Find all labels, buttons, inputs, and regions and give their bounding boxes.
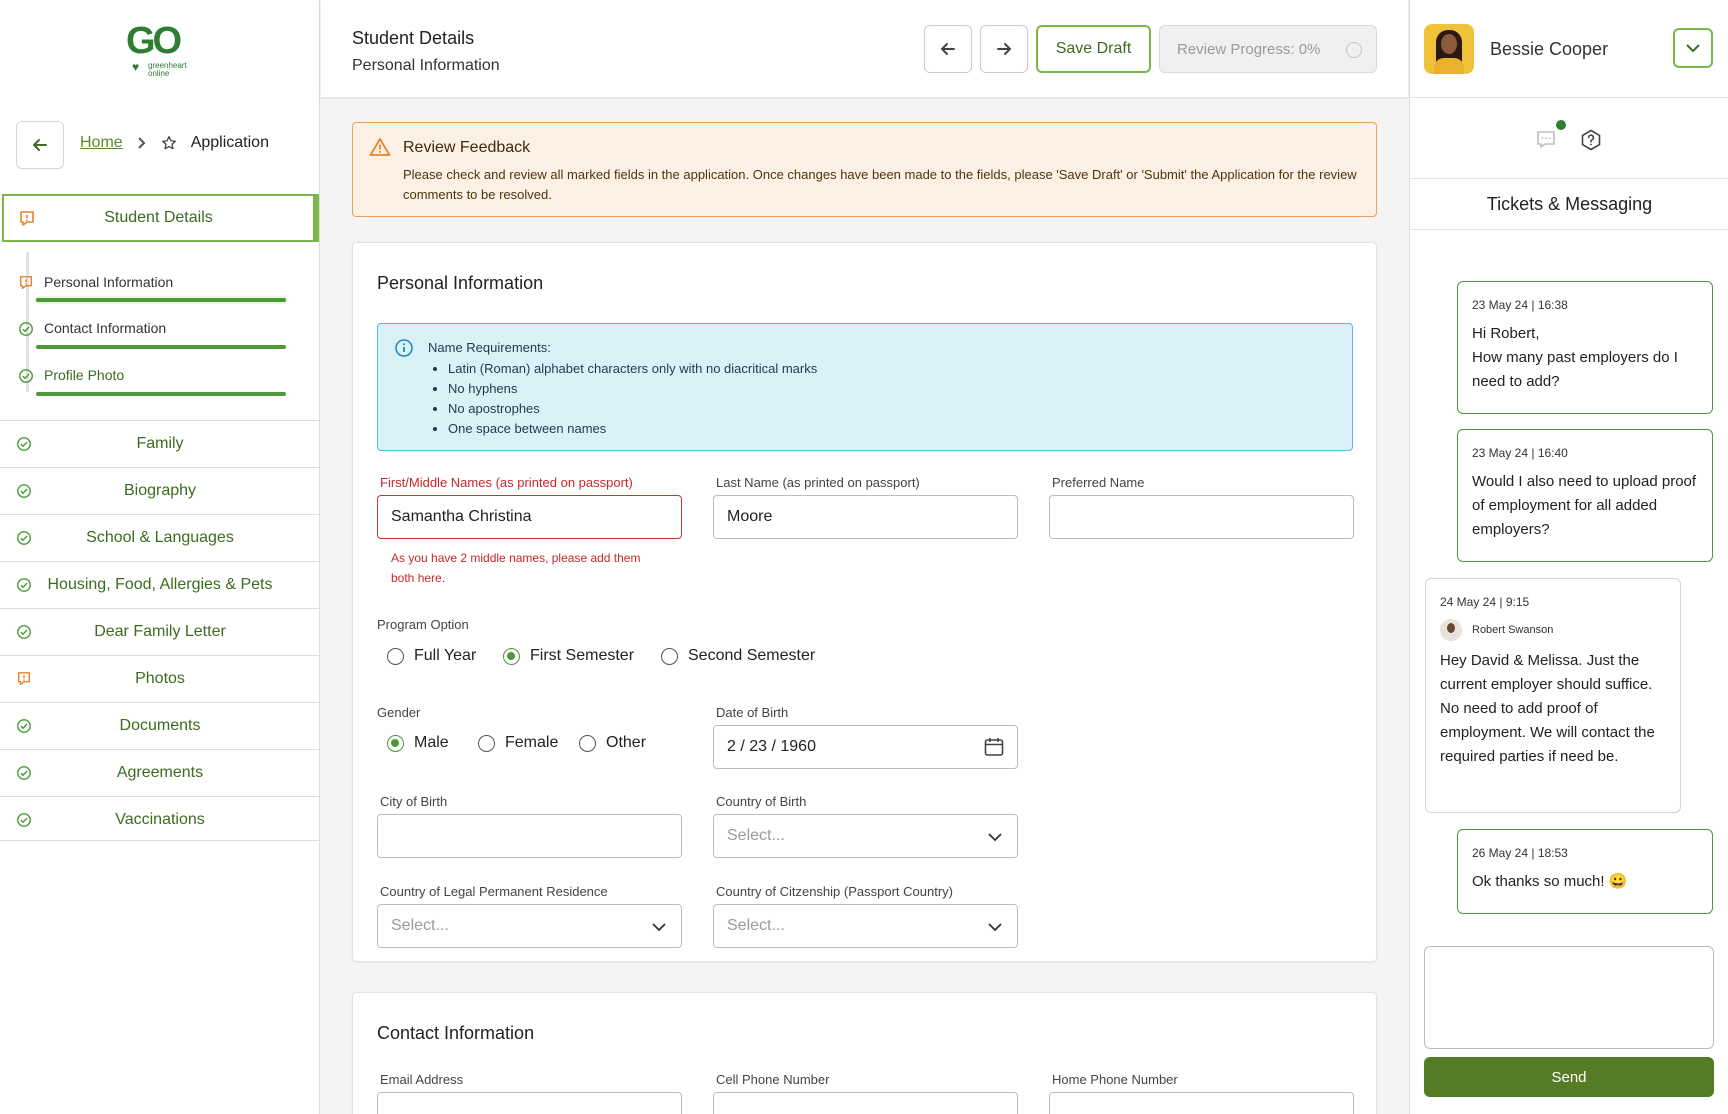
list-item: • No apostrophes	[448, 399, 817, 419]
country-of-birth-label: Country of Birth	[716, 794, 807, 809]
message-timestamp: 23 May 24 | 16:40	[1472, 446, 1568, 460]
message-outgoing	[1457, 281, 1713, 414]
first-name-error: As you have 2 middle names, please add them both here.	[391, 551, 641, 585]
radio-dot	[579, 735, 596, 752]
sender-avatar	[1440, 619, 1462, 641]
select-placeholder: Select...	[391, 917, 449, 934]
email-field[interactable]	[377, 1092, 682, 1114]
progress-bar	[36, 392, 286, 396]
logo-tagline: greenheart online	[148, 61, 187, 78]
main-content[interactable]	[321, 99, 1408, 1114]
messaging-title: Tickets & Messaging	[1410, 180, 1728, 230]
radio-second-semester[interactable]	[661, 647, 815, 665]
sidebar-item-biography[interactable]	[0, 467, 320, 514]
page-title: Student Details	[352, 28, 475, 48]
radio-label: First Semester	[530, 647, 635, 664]
sidebar-section-label: Student Details	[104, 209, 213, 226]
check-circle-icon	[16, 812, 32, 828]
sidebar-item-housing[interactable]	[0, 561, 320, 608]
sidebar-item-label: Documents	[119, 717, 201, 734]
program-option-label: Program Option	[377, 617, 469, 632]
check-circle-icon	[16, 530, 32, 546]
check-circle-icon	[18, 368, 34, 384]
user-header	[1410, 0, 1728, 98]
review-progress-label: Review Progress: 0%	[1177, 40, 1321, 58]
star-icon[interactable]	[161, 135, 177, 151]
review-flag-icon	[18, 210, 36, 228]
radio-dot-selected	[503, 648, 520, 665]
radio-first-semester[interactable]	[503, 647, 634, 665]
sidebar-item-agreements[interactable]	[0, 749, 320, 796]
citizenship-label: Country of Citzenship (Passport Country)	[716, 884, 953, 899]
chevron-down-icon	[987, 829, 1003, 845]
info-icon	[394, 338, 414, 358]
sidebar-item-label: Vaccinations	[115, 811, 205, 828]
arrow-left-icon	[938, 39, 958, 59]
message-text: Would I also need to upload proof of employment for all added employers?	[1472, 473, 1697, 538]
check-circle-icon	[18, 321, 34, 337]
review-flag-icon	[18, 275, 34, 291]
sidebar-item-label: Dear Family Letter	[94, 623, 226, 640]
review-flag-icon	[16, 671, 32, 687]
preferred-name-input[interactable]	[1049, 495, 1354, 539]
check-circle-icon	[16, 765, 32, 781]
check-circle-icon	[16, 577, 32, 593]
date-of-birth-label: Date of Birth	[716, 705, 789, 720]
avatar-body	[1434, 58, 1464, 74]
sidebar-item-label: Biography	[123, 482, 197, 499]
sidebar-item-school-languages[interactable]	[0, 514, 320, 561]
logo-text: GO	[126, 20, 180, 62]
info-title: Name Requirements:	[428, 340, 551, 355]
sidebar-item-label: Photos	[135, 670, 185, 687]
radio-label: Female	[505, 734, 559, 751]
preferred-name-label: Preferred Name	[1052, 475, 1145, 490]
sidebar-item-documents[interactable]	[0, 702, 320, 749]
sidebar-section-student-details[interactable]	[2, 194, 319, 242]
breadcrumb-home-link[interactable]: Home	[80, 134, 123, 151]
sender-name: Robert Swanson	[1472, 624, 1554, 636]
send-button[interactable]: Send	[1424, 1057, 1714, 1097]
warning-icon	[369, 137, 391, 157]
last-name-label: Last Name (as printed on passport)	[716, 475, 920, 490]
select-placeholder: Select...	[727, 917, 785, 934]
divider	[0, 840, 320, 841]
sidebar	[0, 0, 320, 1114]
card-title: Contact Information	[377, 1023, 535, 1043]
progress-bar	[36, 298, 286, 302]
list-item: • Latin (Roman) alphabet characters only with no diacritical marks	[448, 359, 817, 379]
brand-logo[interactable]	[118, 20, 198, 76]
first-name-label: First/Middle Names (as printed on passport)	[380, 475, 633, 490]
chevron-down-icon	[1685, 40, 1701, 56]
radio-dot	[387, 648, 404, 665]
avatar[interactable]	[1424, 24, 1474, 74]
arrow-left-icon	[30, 135, 50, 155]
country-of-birth-select[interactable]	[713, 814, 1018, 858]
save-draft-button[interactable]: Save Draft	[1036, 25, 1151, 73]
arrow-right-icon	[994, 39, 1014, 59]
sidebar-item-vaccinations[interactable]	[0, 796, 320, 843]
card-title: Personal Information	[377, 273, 544, 293]
progress-bar	[36, 345, 286, 349]
radio-other[interactable]	[579, 734, 646, 752]
message-outgoing	[1457, 829, 1713, 914]
review-progress-button[interactable]	[1159, 25, 1377, 73]
message-list[interactable]	[1410, 231, 1728, 931]
review-feedback-alert	[352, 122, 1377, 217]
progress-ring-icon	[1346, 42, 1362, 58]
check-circle-icon	[16, 436, 32, 452]
list-item: • No hyphens	[448, 379, 817, 399]
chat-icon[interactable]	[1535, 129, 1557, 151]
message-outgoing	[1457, 429, 1713, 562]
check-circle-icon	[16, 483, 32, 499]
city-of-birth-label: City of Birth	[380, 794, 448, 809]
radio-label: Male	[414, 734, 449, 751]
chevron-down-icon	[651, 919, 667, 935]
radio-female[interactable]	[478, 734, 558, 752]
page-subtitle: Personal Information	[352, 57, 500, 74]
help-icon[interactable]	[1580, 129, 1602, 151]
home-phone-field[interactable]	[1049, 1092, 1354, 1114]
check-circle-icon	[16, 624, 32, 640]
chevron-down-icon	[987, 919, 1003, 935]
calendar-icon[interactable]	[983, 736, 1005, 758]
radio-label: Second Semester	[688, 647, 816, 664]
top-bar	[321, 0, 1408, 98]
message-timestamp: 24 May 24 | 9:15	[1440, 595, 1530, 609]
first-name-input[interactable]: Samantha Christina	[377, 495, 682, 539]
radio-dot-selected	[387, 735, 404, 752]
personal-information-card	[352, 242, 1377, 962]
sidebar-item-family[interactable]	[0, 420, 320, 467]
radio-dot	[661, 648, 678, 665]
breadcrumb-current: Application	[190, 134, 269, 151]
sidebar-item-label: Housing, Food, Allergies & Pets	[47, 576, 273, 593]
sidebar-subitem-label: Contact Information	[44, 320, 167, 336]
last-name-input[interactable]: Moore	[713, 495, 1018, 539]
select-placeholder: Select...	[727, 827, 785, 844]
date-of-birth-input[interactable]	[713, 725, 1018, 769]
message-timestamp: 26 May 24 | 18:53	[1472, 846, 1568, 860]
panel-tabs	[1410, 99, 1728, 179]
previous-section-button[interactable]	[924, 25, 972, 73]
cell-phone-field[interactable]	[713, 1092, 1018, 1114]
alert-text: Please check and review all marked fields in the application. Once changes have been made to the fields, please 'Save Draft' or 'Submit' the Application for the review comments to be resolved.	[403, 167, 1357, 202]
check-circle-icon	[16, 718, 32, 734]
email-label: Email Address	[380, 1072, 464, 1087]
sidebar-subitem-label: Profile Photo	[44, 367, 125, 383]
radio-male[interactable]	[387, 734, 449, 752]
sidebar-item-dear-family-letter[interactable]	[0, 608, 320, 655]
message-timestamp: 23 May 24 | 16:38	[1472, 298, 1568, 312]
list-item: • One space between names	[448, 419, 817, 439]
avatar-face	[1441, 34, 1457, 54]
back-button[interactable]	[16, 121, 64, 169]
message-sender	[1440, 619, 1666, 641]
sidebar-item-label: School & Languages	[86, 529, 234, 546]
date-of-birth-value: 2 / 23 / 1960	[727, 738, 816, 755]
gender-label: Gender	[377, 705, 421, 720]
residence-select[interactable]	[377, 904, 682, 948]
home-phone-label: Home Phone Number	[1052, 1072, 1178, 1087]
radio-label: Other	[606, 734, 647, 751]
breadcrumb	[80, 134, 269, 152]
name-requirements-info	[377, 323, 1353, 451]
messaging-panel	[1409, 0, 1728, 1114]
radio-dot	[478, 735, 495, 752]
unread-indicator	[1556, 120, 1566, 130]
radio-label: Full Year	[414, 647, 477, 664]
cell-phone-label: Cell Phone Number	[716, 1072, 830, 1087]
requirements-list	[448, 359, 817, 439]
user-name: Bessie Cooper	[1490, 39, 1609, 59]
alert-title: Review Feedback	[403, 139, 531, 156]
message-text: Hey David & Melissa. Just the current employer should suffice. No need to add proof of employment. We will contact the required parties if need be.	[1440, 652, 1655, 765]
sidebar-item-label: Family	[136, 435, 184, 452]
contact-information-card	[352, 992, 1377, 1114]
message-text: Ok thanks so much! 😀	[1472, 873, 1628, 890]
message-input[interactable]	[1424, 946, 1714, 1049]
sidebar-item-label: Agreements	[116, 764, 204, 781]
sidebar-subitem-label: Personal Information	[44, 274, 174, 290]
chevron-right-icon	[137, 136, 147, 150]
user-menu-button[interactable]	[1673, 28, 1713, 68]
next-section-button[interactable]	[980, 25, 1028, 73]
citizenship-select[interactable]	[713, 904, 1018, 948]
heart-icon: ♥	[132, 60, 140, 74]
message-incoming	[1425, 578, 1681, 813]
message-text: Hi Robert, How many past employers do I need to add?	[1472, 325, 1678, 390]
city-of-birth-input[interactable]	[377, 814, 682, 858]
sidebar-item-photos[interactable]	[0, 655, 320, 702]
radio-full-year[interactable]	[387, 647, 476, 665]
residence-label: Country of Legal Permanent Residence	[380, 884, 608, 899]
